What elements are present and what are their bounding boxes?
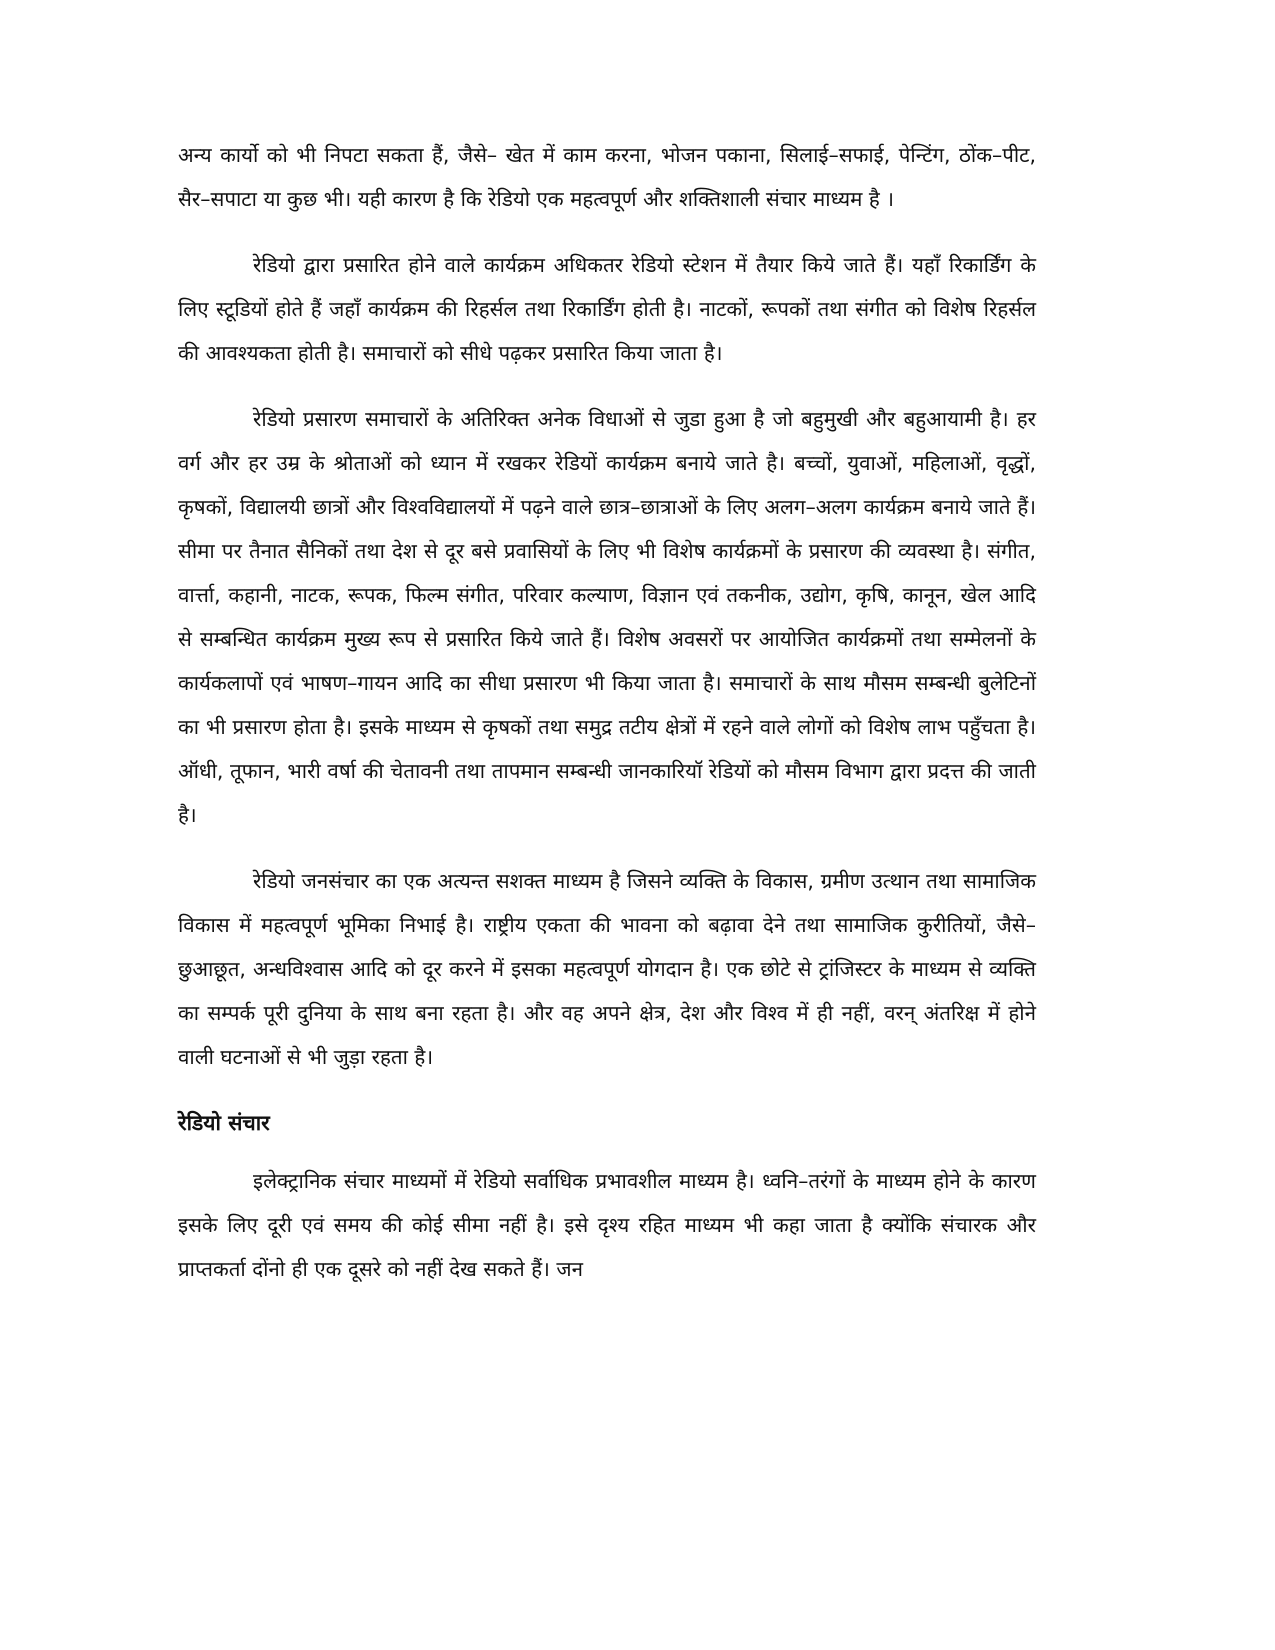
paragraph-radio-communication: इलेक्ट्रानिक संचार माध्यमों में रेडियो सर्वाधिक प्रभावशील माध्यम है। ध्वनि–तरंगों के माध्यम होने के कारण इसके लिए दूरी एवं समय की कोई सीमा नहीं है। इसे दृश्य रहित माध्यम भी कहा जाता है क्योंकि संचारक और प्राप्तकर्ता दोंनो ही एक दूसरे को नहीं देख सकते हैं। जन [178,1169,1037,1281]
document-page [178,133,1036,1313]
paragraph-continuation: अन्य कार्यो को भी निपटा सकता हैं, जैसे– खेत में काम करना, भोजन पकाना, सिलाई–सफाई, पेन्टिंग, ठोंक–पीट, सैर–सपाटा या कुछ भी। यही कारण है कि रेडियो एक महत्वपूर्ण और शक्तिशाली संचार माध्यम है । [178,143,1036,211]
paragraph-radio-mass-communication: रेडियो जनसंचार का एक अत्यन्त सशक्त माध्यम है जिसने व्यक्ति के विकास, ग्रमीण उत्थान तथा सामाजिक विकास में महत्वपूर्ण भूमिका निभाई है। राष्ट्रीय एकता की भावना को बढ़ावा देने तथा सामाजिक कुरीतियों, जैसे– छुआछूत, अन्धविश्वास आदि को दूर करने में इसका महत्वपूर्ण योगदान है। एक छोटे से ट्रांजिस्टर के माध्यम से व्यक्ति का सम्पर्क पूरी दुनिया के साथ बना रहता है। और वह अपने क्षेत्र, देश और विश्व में ही नहीं, वरन् अंतरिक्ष में होने वाली घटनाओं से भी जुड़ा रहता है। [178,869,1036,1069]
paragraph-radio-broadcast: रेडियो प्रसारण समाचारों के अतिरिक्त अनेक विधाओं से जुडा हुआ है जो बहुमुखी और बहुआयामी है। हर वर्ग और हर उम्र के श्रोताओं को ध्यान में रखकर रेडियों कार्यक्रम बनाये जाते है। बच्चों, युवाओं, महिलाओं, वृद्धों, कृषकों, विद्यालयी छात्रों और विश्वविद्यालयों में पढ़ने वाले छात्र–छात्राओं के लिए अलग–अलग कार्यक्रम बनाये जाते हैं। सीमा पर तैनात सैनिकों तथा देश से दूर बसे प्रवासियों के लिए भी विशेष कार्यक्रमों के प्रसारण की व्यवस्था है। संगीत, वार्त्ता, कहानी, नाटक, रूपक, फिल्म संगीत, परिवार कल्याण, विज्ञान एवं तकनीक, उद्योग, कृषि, कानून, खेल आदि से सम्बन्धित कार्यक्रम मुख्य रूप से प्रसारित किये जाते हैं। विशेष अवसरों पर आयोजित कार्यक्रमों तथा सम्मेलनों के कार्यकलापों एवं भाषण–गायन आदि का सीधा प्रसारण भी किया जाता है। समाचारों के साथ मौसम सम्बन्धी बुलेटिनों का भी प्रसारण होता है। इसके माध्यम से कृषकों तथा समुद्र तटीय क्षेत्रों में रहने वाले लोगों को विशेष लाभ पहुँचता है। ऑधी, तूफान, भारी वर्षा की चेतावनी तथा तापमान सम्बन्धी जानकारियॉ रेडियों को मौसम विभाग द्वारा प्रदत्त की जाती है। [178,407,1036,827]
section-heading: रेडियो संचार [178,1111,270,1135]
paragraph-radio-programs: रेडियो द्वारा प्रसारित होने वाले कार्यक्रम अधिकतर रेडियो स्टेशन में तैयार किये जाते हैं। यहाँ रिकार्डिंग के लिए स्टूडियों होते हैं जहाँ कार्यक्रम की रिहर्सल तथा रिकार्डिंग होती है। नाटकों, रूपकों तथा संगीत को विशेष रिहर्सल की आवश्यकता होती है। समाचारों को सीधे पढ़कर प्रसारित किया जाता है। [178,253,1036,365]
